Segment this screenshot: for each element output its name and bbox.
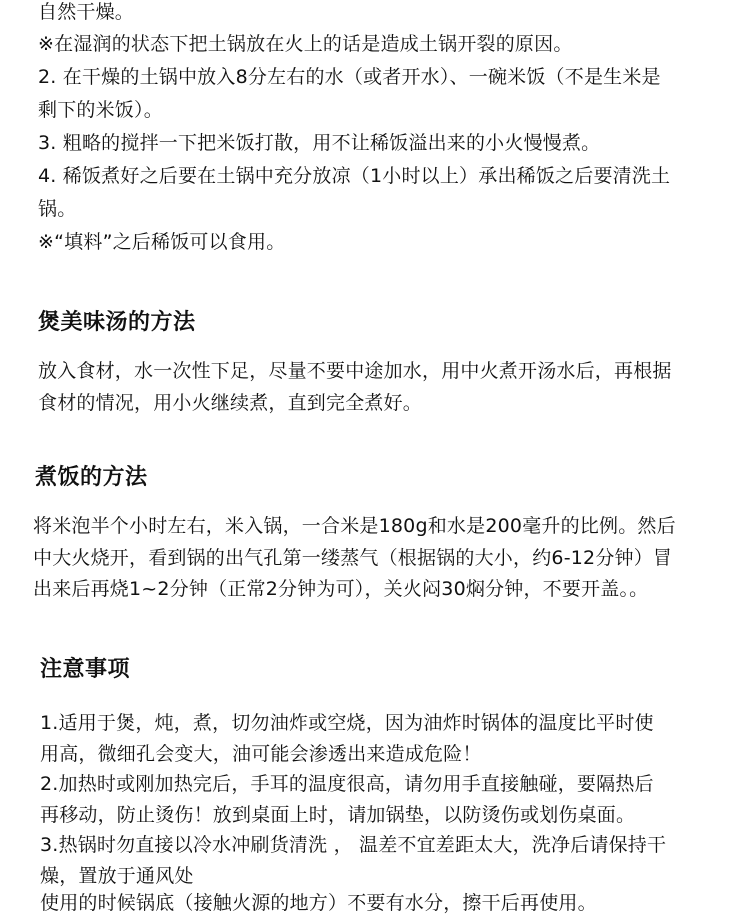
intro-line-8: ※“填料”之后稀饭可以食用。 — [38, 231, 286, 253]
intro-line-4: 剩下的米饭）。 — [38, 99, 163, 121]
notes-heading: 注意事项 — [40, 657, 131, 682]
soup-line-2: 食材的情况，用小火继续煮，直到完全煮好。 — [38, 392, 423, 414]
notes-line-5: 3.热锅时勿直接以冷水冲刷货清洗 ， 温差不宜差距太大，洗净后请保持干 — [40, 834, 667, 856]
rice-line-3: 出来后再烧1~2分钟（正常2分钟为可），关火闷30焖分钟，不要开盖。。 — [33, 578, 649, 600]
notes-line-1: 1.适用于煲，炖，煮，切勿油炸或空烧，因为油炸时锅体的温度比平时使 — [40, 712, 654, 734]
notes-line-7: 使用的时候锅底（接触火源的地方）不要有水分，擦干后再使用。 — [40, 892, 597, 914]
soup-line-1: 放入食材，水一次性下足，尽量不要中途加水，用中火煮开汤水后，再根据 — [38, 360, 672, 382]
notes-line-2: 用高，微细孔会变大，油可能会渗透出来造成危险！ — [40, 743, 482, 765]
notes-line-3: 2.加热时或刚加热完后，手耳的温度很高，请勿用手直接触碰，要隔热后 — [40, 773, 654, 795]
rice-heading: 煮饭的方法 — [35, 465, 148, 490]
intro-line-1: 自然干燥。 — [38, 1, 135, 23]
intro-line-5: 3. 粗略的搅拌一下把米饭打散，用不让稀饭溢出来的小火慢慢煮。 — [38, 132, 601, 154]
soup-heading: 煲美味汤的方法 — [38, 310, 196, 335]
notes-line-4: 再移动，防止烫伤！放到桌面上时，请加锅垫，以防烫伤或划伤桌面。 — [40, 804, 636, 826]
rice-line-2: 中大火烧开，看到锅的出气孔第一缕蒸气（根据锅的大小，约6-12分钟）冒 — [33, 547, 673, 569]
intro-line-6: 4. 稀饭煮好之后要在土锅中充分放凉（1小时以上）承出稀饭之后要清洗土 — [38, 165, 671, 187]
rice-line-1: 将米泡半个小时左右，米入锅，一合米是180g和水是200毫升的比例。然后 — [33, 515, 676, 537]
notes-line-6: 燥，置放于通风处 — [40, 865, 194, 887]
intro-line-7: 锅。 — [38, 198, 77, 220]
intro-line-3: 2. 在干燥的土锅中放入8分左右的水（或者开水）、一碗米饭（不是生米是 — [38, 66, 661, 88]
intro-line-2: ※在湿润的状态下把土锅放在火上的话是造成土锅开裂的原因。 — [38, 33, 573, 55]
